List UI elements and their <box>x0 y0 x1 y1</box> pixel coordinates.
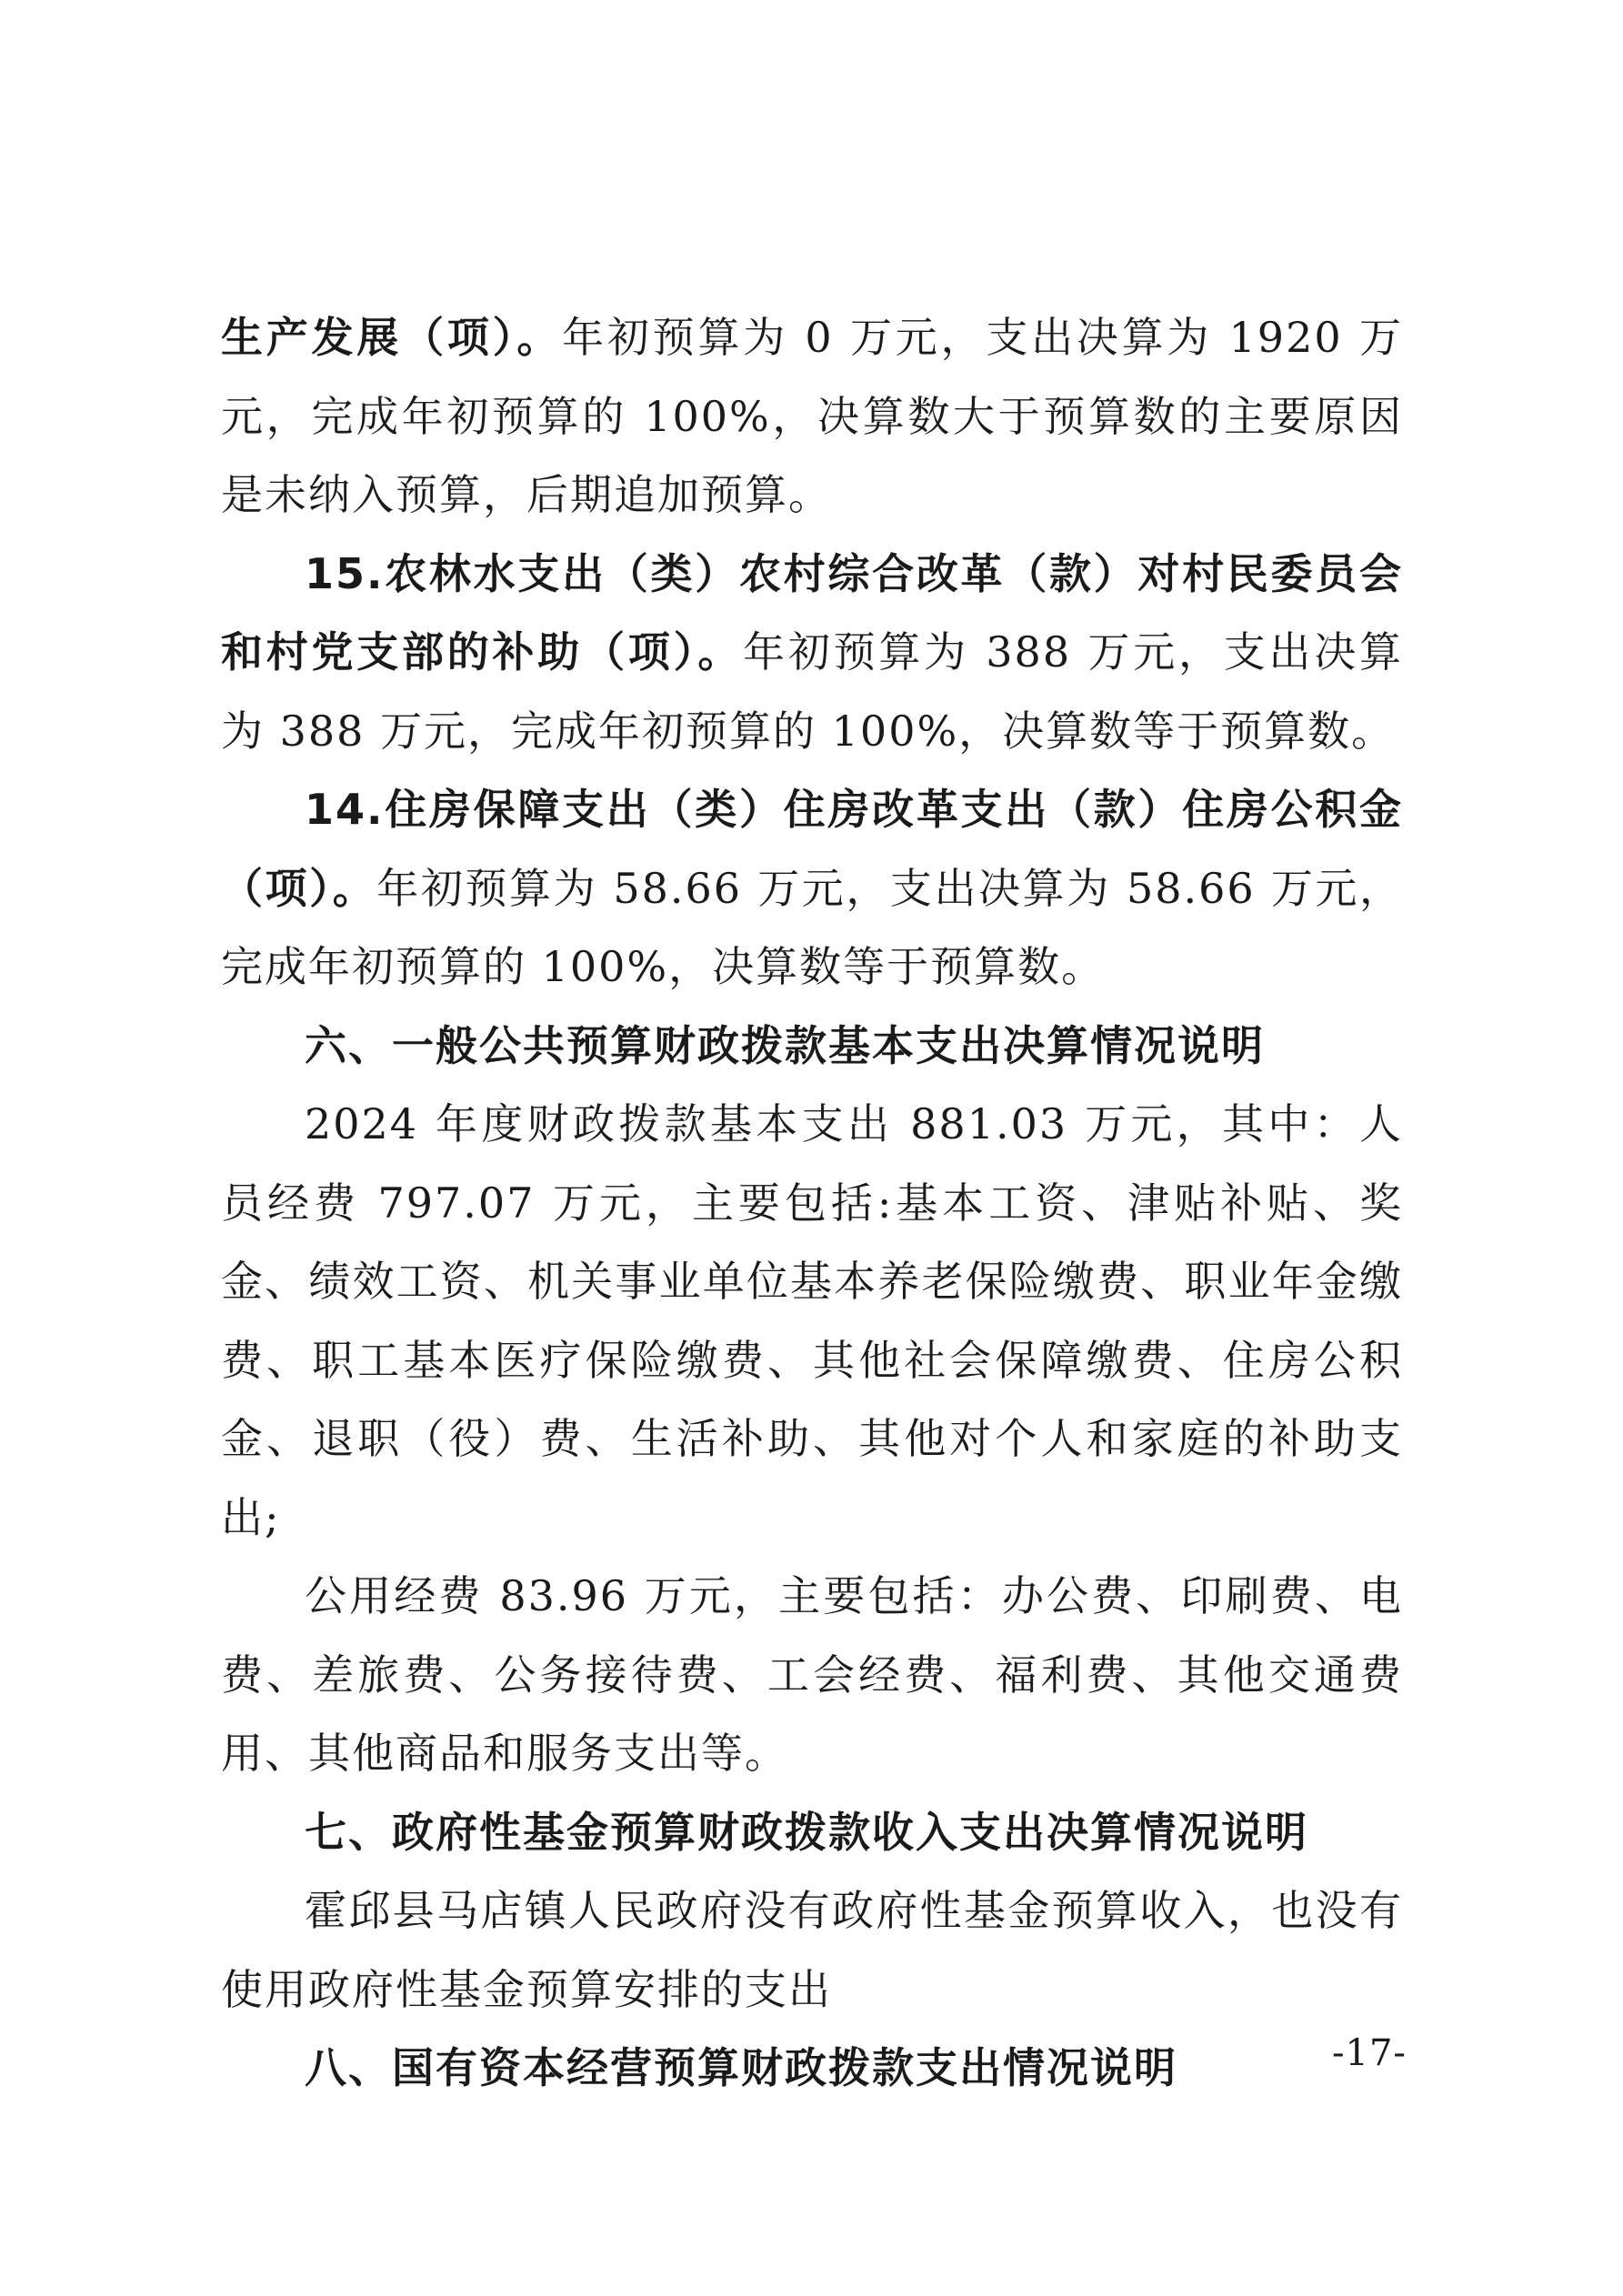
paragraph-text: 年初预算为 58.66 万元，支出决算为 58.66 万元，完成年初预算的 100%，决算数等于预算数。 <box>221 863 1404 991</box>
page-number: -17- <box>1332 2032 1407 2074</box>
section-heading-six: 六、一般公共预算财政拨款基本支出决算情况说明 <box>305 1020 1265 1070</box>
paragraph-government-fund: 霍邱县马店镇人民政府没有政府性基金预算收入，也没有使用政府性基金预算安排的支出 <box>221 1886 1403 2014</box>
paragraph-basic-expenditure: 2024 年度财政拨款基本支出 881.03 万元，其中：人员经费 797.07 万元，主要包括:基本工资、津贴补贴、奖金、绩效工资、机关事业单位基本养老保险缴费、职业年金缴费、职工基本医疗保险缴费、其他社会保障缴费、住房公积金、退职（役）费、生活补助、其他对个人和家庭的补助支出; <box>221 1099 1403 1542</box>
section-heading-eight: 八、国有资本经营预算财政拨款支出情况说明 <box>305 2043 1177 2092</box>
paragraph-bold-lead: 15.农林水支出（类）农村综合改革（款）对村民委员会和村党支部的补助（项）。 <box>221 548 1403 677</box>
paragraph-public-expenses: 公用经费 83.96 万元，主要包括：办公费、印刷费、电费、差旅费、公务接待费、工会经费、福利费、其他交通费用、其他商品和服务支出等。 <box>221 1571 1403 1778</box>
paragraph-production-development <box>221 298 1403 535</box>
paragraph-bold-lead: 14.住房保障支出（类）住房改革支出（款）住房公积金（项）。 <box>221 785 1403 913</box>
paragraph-housing-provident-fund <box>221 770 1403 1007</box>
paragraph-bold-lead: 生产发展（项）。 <box>221 313 563 362</box>
paragraph-text: 年初预算为 388 万元，支出决算为 388 万元，完成年初预算的 100%，决算数等于预算数。 <box>221 627 1404 756</box>
paragraph-agriculture-village-subsidy <box>221 535 1403 771</box>
document-body <box>221 298 1403 2108</box>
paragraph-text: 年初预算为 0 万元，支出决算为 1920 万元，完成年初预算的 100%，决算数大于预算数的主要原因是未纳入预算，后期追加预算。 <box>221 313 1403 519</box>
section-heading-seven: 七、政府性基金预算财政拨款收入支出决算情况说明 <box>305 1807 1308 1857</box>
